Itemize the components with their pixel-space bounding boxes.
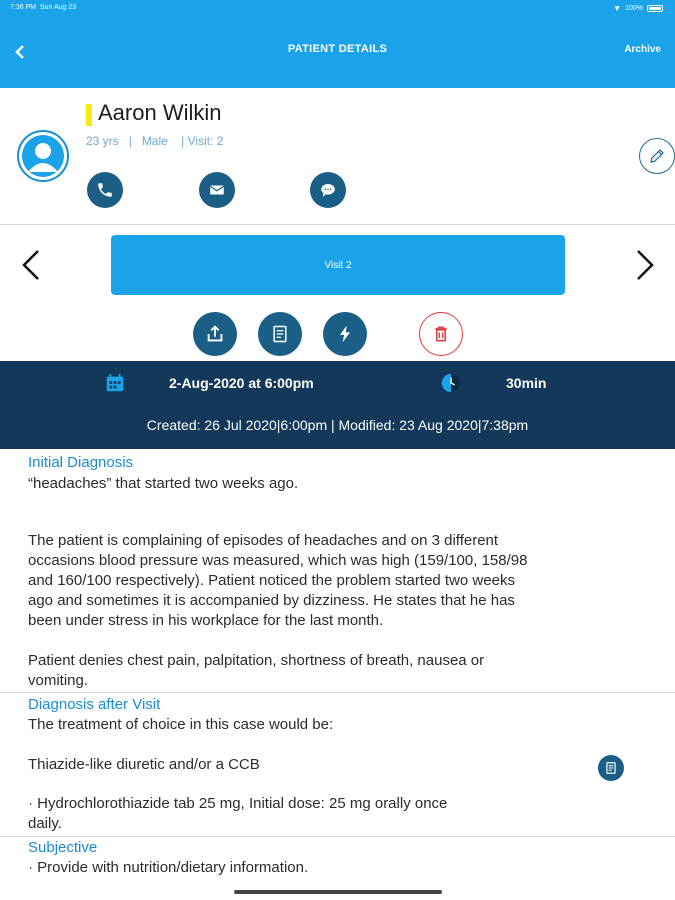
text-line: Patient denies chest pain, palpitation, shortness of breath, nausea or [28,652,485,669]
quick-action-button[interactable] [323,312,367,356]
visit-info-band [0,361,675,449]
name-marker [86,104,92,126]
call-button[interactable] [87,172,123,208]
subjective-line: · Provide with nutrition/dietary information. [28,859,309,876]
patient-name: Aaron Wilkin [98,100,222,125]
share-icon [204,323,226,345]
document-icon [604,760,618,776]
next-visit-button[interactable] [630,245,660,285]
section-title: Initial Diagnosis [28,454,134,471]
created-modified-text: Created: 26 Jul 2020|6:00pm | Modified: 23 Aug 2020|7:38pm [146,417,529,433]
treatment-choice: Thiazide-like diuretic and/or a CCB [28,756,260,773]
diagnosis-summary: “headaches” that started two weeks ago. [28,475,299,492]
clock-icon [440,372,462,394]
diagnosis-paragraph [28,531,648,631]
pencil-icon [648,147,666,165]
edit-button[interactable] [639,138,675,174]
phone-icon [96,181,114,199]
text-line: occasions blood pressure was measured, which was high (159/100, 158/98 [28,552,528,569]
meta-separator: | [118,134,142,148]
meta-separator: | [167,134,188,148]
avatar [17,130,69,182]
status-right [613,4,663,13]
patient-profile [0,88,675,225]
treatment-intro: The treatment of choice in this case would be: [28,716,334,733]
patient-gender: Male [141,134,168,148]
status-time: 7:38 PM [10,4,37,11]
mail-icon [208,181,226,199]
status-bar [0,0,675,18]
visit-date: 2-Aug-2020 at 6:00pm [169,375,314,391]
nav-bar [0,18,675,88]
chat-icon [319,181,337,199]
email-button[interactable] [199,172,235,208]
archive-button[interactable]: Archive [624,44,661,55]
status-date: Sun Aug 23 [39,4,77,11]
text-line: and 160/100 respectively). Patient noticed the problem started two weeks [28,572,515,589]
text-line: been under stress in his workplace for the last month. [28,612,384,629]
patient-visit: Visit: 2 [187,134,224,148]
prescription-button[interactable] [598,755,624,781]
battery-icon [647,5,663,12]
patient-meta [86,134,223,148]
status-time-date [10,4,76,11]
user-avatar-icon [19,132,67,180]
chevron-right-icon [630,245,660,285]
visit-selector [0,225,675,361]
document-icon [270,323,290,345]
message-button[interactable] [310,172,346,208]
wifi-icon: ▼ [613,4,622,13]
home-indicator[interactable] [234,890,442,894]
share-button[interactable] [193,312,237,356]
initial-diagnosis-section [0,449,675,693]
medication-line: · Hydrochlorothiazide tab 25 mg, Initial dose: 25 mg orally once [28,795,448,812]
previous-visit-button[interactable] [16,245,46,285]
text-line: The patient is complaining of episodes of headaches and on 3 different [28,532,499,549]
notes-button[interactable] [258,312,302,356]
chevron-left-icon [16,245,46,285]
visit-duration: 30min [506,375,547,391]
flash-icon [335,323,355,345]
text-line: vomiting. [28,672,89,689]
delete-button[interactable] [419,312,463,356]
visit-button[interactable]: Visit 2 [111,235,565,295]
battery-percent: 100% [625,5,643,12]
diagnosis-after-visit-section [0,693,675,837]
calendar-icon [104,372,126,394]
diagnosis-paragraph [28,651,648,691]
trash-icon [431,323,451,345]
text-line: ago and sometimes it is accompanied by dizziness. He states that he has [28,592,515,609]
medication-line: daily. [28,815,62,832]
section-title: Diagnosis after Visit [28,696,161,713]
section-title: Subjective [28,839,98,856]
patient-age: 23 yrs [86,134,119,148]
subjective-section [0,837,675,890]
page-title: PATIENT DETAILS [287,43,388,55]
